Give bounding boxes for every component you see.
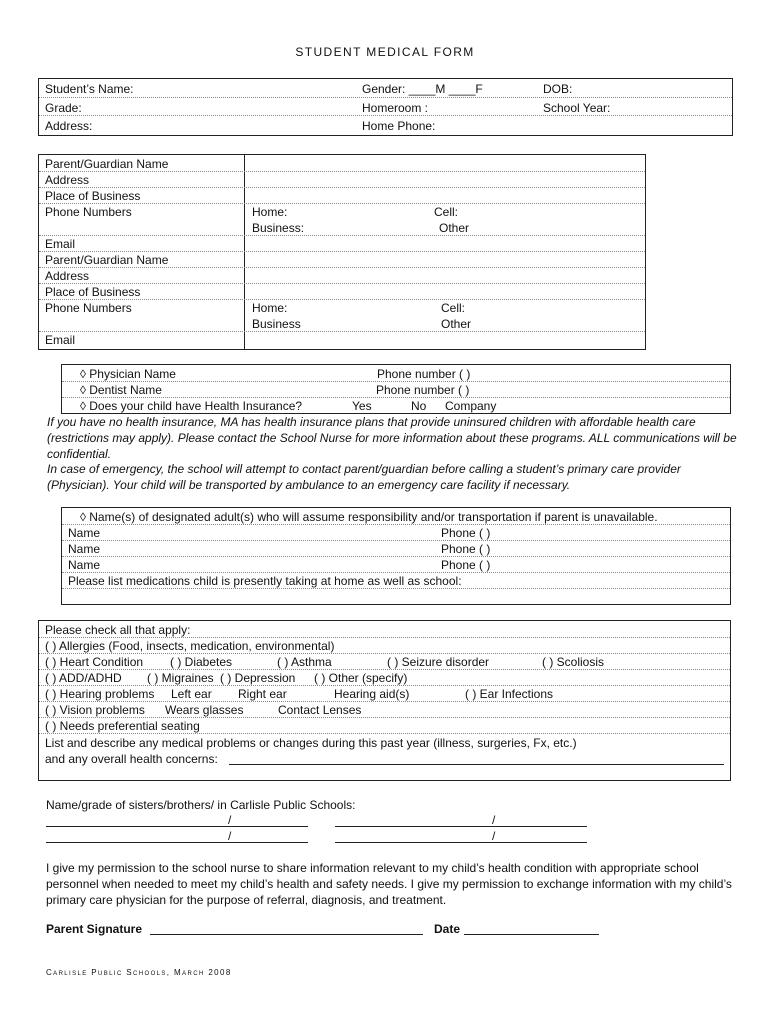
date-line[interactable] [464,934,599,935]
sibling4-line[interactable] [335,842,587,843]
parent-signature-line[interactable] [150,934,423,935]
hearing-problems-checkbox[interactable]: ( ) Hearing problems [45,687,155,701]
guardian1-other-field[interactable]: Other [439,221,470,235]
student-info-box [38,78,733,136]
sibling2-line[interactable] [335,826,587,827]
conditions-header: Please check all that apply: [45,623,191,637]
siblings-label: Name/grade of sisters/brothers/ in Carlisle Public Schools: [46,798,356,812]
insurance-company-field[interactable]: Company [445,399,497,413]
conditions-box [38,620,731,781]
guardian1-business-phone-field[interactable]: Business: [252,221,305,235]
adult2-name-field[interactable]: Name [68,542,101,556]
guardian1-business-label: Place of Business [45,189,141,203]
scoliosis-checkbox[interactable]: ( ) Scoliosis [542,655,605,669]
gender-field[interactable]: Gender: ____M ____F [362,82,483,96]
medications-label: Please list medications child is presently taking at home as well as school: [68,574,462,588]
address-field[interactable]: Address: [45,119,93,133]
emergency-notice: In case of emergency, the school will attempt to contact parent/guardian before calling a student’s primary care provider (Physician). Your child will be transported by ambulance to an emergency care facility if necessary. [47,462,681,492]
insurance-no-option[interactable]: No [411,399,427,413]
asthma-checkbox[interactable]: ( ) Asthma [277,655,332,669]
guardian2-address-label: Address [45,269,90,283]
contacts-option[interactable]: Contact Lenses [278,703,362,717]
insurance-notice: If you have no health insurance, MA has health insurance plans that provide uninsured children with affordable health care (restrictions may apply). Please contact the School Nurse for more information about these programs. ALL communications will be confidential. [47,415,737,461]
vision-problems-checkbox[interactable]: ( ) Vision problems [45,703,145,717]
adult1-name-field[interactable]: Name [68,526,101,540]
guardian2-cell-field[interactable]: Cell: [441,301,466,315]
guardian1-cell-field[interactable]: Cell: [434,205,459,219]
physician-phone-field[interactable]: Phone number ( ) [377,367,471,381]
physician-box [61,364,731,414]
migraines-checkbox[interactable]: ( ) Migraines [147,671,214,685]
sibling1-slash: / [228,813,232,827]
medical-problems-label: List and describe any medical problems or changes during this past year (illness, surgeries, Fx, etc.) [45,736,577,750]
adult3-name-field[interactable]: Name [68,558,101,572]
insurance-question: ◊ Does your child have Health Insurance? [80,399,303,413]
health-concerns-label: and any overall health concerns: [45,752,218,766]
depression-checkbox[interactable]: ( ) Depression [220,671,296,685]
guardian2-home-field[interactable]: Home: [252,301,288,315]
right-ear-option[interactable]: Right ear [238,687,287,701]
student-name-field[interactable]: Student’s Name: [45,82,134,96]
designated-adults-header: ◊ Name(s) of designated adult(s) who will assume responsibility and/or transportation if parent is unavailable. [80,510,658,524]
seizure-checkbox[interactable]: ( ) Seizure disorder [387,655,490,669]
home-phone-field[interactable]: Home Phone: [362,119,436,133]
homeroom-field[interactable]: Homeroom : [362,101,429,115]
sibling1-line[interactable] [46,826,308,827]
dob-field[interactable]: DOB: [543,82,573,96]
heart-condition-checkbox[interactable]: ( ) Heart Condition [45,655,144,669]
guardian-box [38,154,646,350]
hearing-aids-option[interactable]: Hearing aid(s) [334,687,410,701]
other-checkbox[interactable]: ( ) Other (specify) [314,671,408,685]
diabetes-checkbox[interactable]: ( ) Diabetes [170,655,233,669]
dentist-phone-field[interactable]: Phone number ( ) [376,383,470,397]
ear-infections-checkbox[interactable]: ( ) Ear Infections [465,687,554,701]
sibling3-line[interactable] [46,842,308,843]
allergies-checkbox[interactable]: ( ) Allergies (Food, insects, medication, environmental) [45,639,335,653]
guardian2-business-phone-field[interactable]: Business [252,317,301,331]
guardian1-home-field[interactable]: Home: [252,205,288,219]
guardian1-name-label: Parent/Guardian Name [45,157,169,171]
physician-name-field[interactable]: ◊ Physician Name [80,367,176,381]
guardian1-phone-label: Phone Numbers [45,205,132,219]
guardian2-phone-label: Phone Numbers [45,301,132,315]
guardian1-address-label: Address [45,173,90,187]
school-year-field[interactable]: School Year: [543,101,611,115]
sibling2-slash: / [492,813,496,827]
left-ear-option[interactable]: Left ear [171,687,212,701]
grade-field[interactable]: Grade: [45,101,82,115]
preferential-seating-checkbox[interactable]: ( ) Needs preferential seating [45,719,200,733]
guardian1-email-label: Email [45,237,76,251]
guardian2-email-label: Email [45,333,76,347]
parent-signature-label: Parent Signature [46,922,143,936]
permission-statement: I give my permission to the school nurse to share information relevant to my child’s health condition with appropriate school personnel when needed to meet my child’s health and safety needs. I give my permission to exchange information with my child’s primary care physician for the purpose of referral, diagnosis, and treatment. [46,861,732,907]
health-concerns-line[interactable] [229,764,724,765]
guardian2-other-field[interactable]: Other [441,317,472,331]
glasses-option[interactable]: Wears glasses [165,703,244,717]
footer-text: Carlisle Public Schools, March 2008 [46,968,232,977]
form-title: STUDENT MEDICAL FORM [295,45,475,59]
designated-adults-box [61,507,731,605]
guardian2-name-label: Parent/Guardian Name [45,253,169,267]
adult1-phone-field[interactable]: Phone ( ) [441,526,491,540]
adult2-phone-field[interactable]: Phone ( ) [441,542,491,556]
guardian2-business-label: Place of Business [45,285,141,299]
insurance-yes-option[interactable]: Yes [352,399,372,413]
sibling4-slash: / [492,829,496,843]
dentist-name-field[interactable]: ◊ Dentist Name [80,383,162,397]
adult3-phone-field[interactable]: Phone ( ) [441,558,491,572]
sibling3-slash: / [228,829,232,843]
date-label: Date [434,922,461,936]
add-adhd-checkbox[interactable]: ( ) ADD/ADHD [45,671,122,685]
